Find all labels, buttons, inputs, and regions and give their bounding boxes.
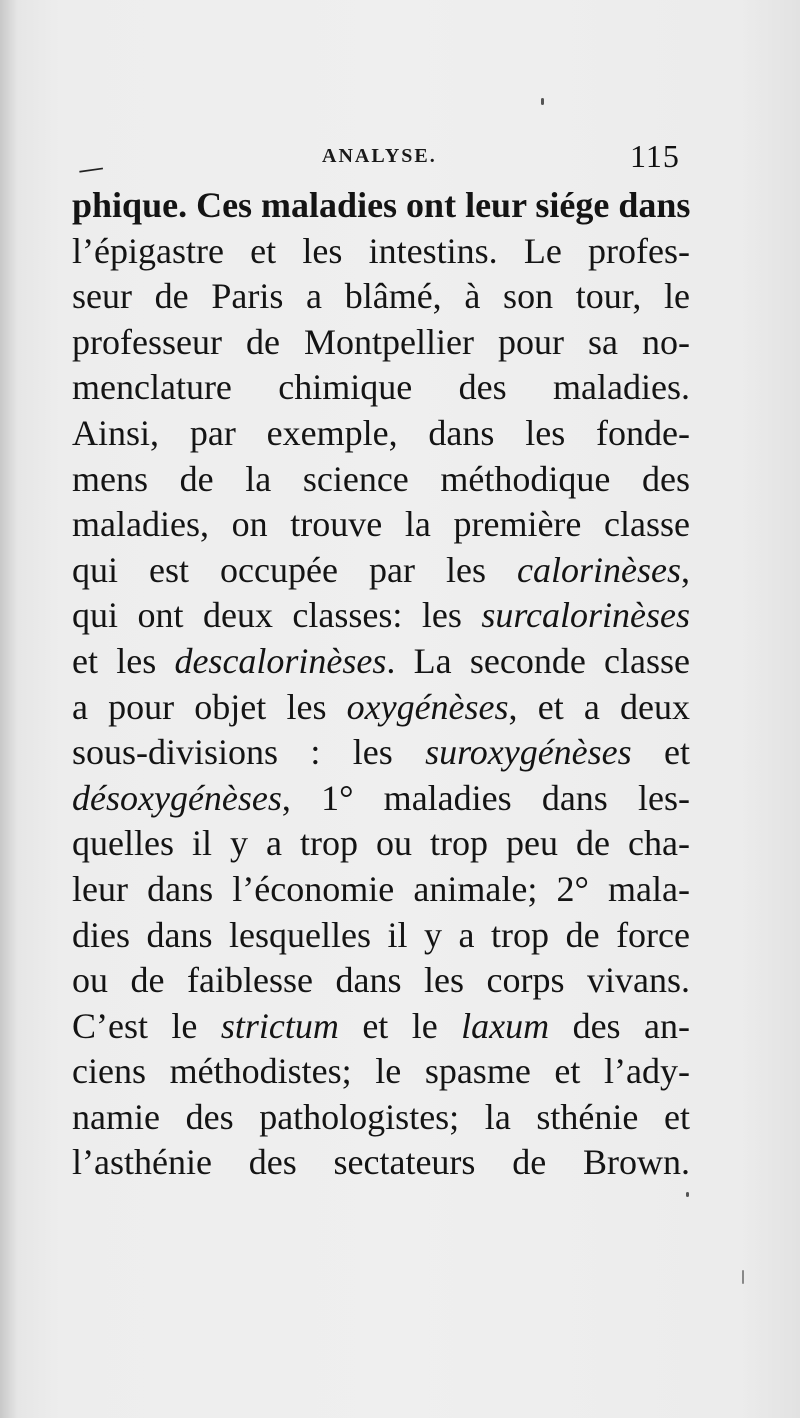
text-line [72,320,690,366]
text-line [72,913,690,959]
text-line [72,229,690,275]
text-line [72,593,690,639]
italic-term: descalorinèses [174,640,387,681]
italic-term: oxygénèses [346,686,509,727]
italic-term: calorinèses [517,549,681,590]
text-line [72,411,690,457]
ink-speck [686,1192,689,1197]
italic-term: désoxygénèses [72,777,282,818]
text-fragment: C’est le [72,1005,221,1046]
ink-speck [541,98,544,105]
text-fragment: Ainsi, par exemple, dans les fonde- [72,412,690,453]
text-fragment: et le [338,1005,462,1046]
italic-term: suroxygénèses [425,732,632,773]
text-fragment: l’asthénie des sectateurs de Brown. [72,1142,690,1183]
text-line [72,776,690,822]
text-fragment: mens de la science méthodique des [72,458,690,499]
text-fragment: phique. Ces maladies ont leur siége dans [72,185,690,225]
text-line [72,365,690,411]
text-fragment: et [631,732,690,773]
text-line [72,821,690,867]
running-title: ANALYSE. [322,145,437,167]
text-line [72,502,690,548]
margin-dash: — [76,152,106,186]
text-fragment: seur de Paris a blâmé, à son tour, le [72,276,690,317]
text-line [72,1095,690,1141]
text-line [72,1140,690,1186]
italic-term: surcalorinèses [481,595,690,636]
text-line [72,183,690,229]
text-fragment: menclature chimique des maladies. [72,367,690,408]
text-fragment: des an- [549,1005,690,1046]
text-fragment: ciens méthodistes; le spasme et l’ady- [72,1051,690,1092]
text-fragment: a pour objet les [72,686,347,727]
text-line [72,1049,690,1095]
text-fragment: et les [72,640,175,681]
text-line [72,639,690,685]
text-fragment: , et a deux [508,686,690,727]
text-fragment: quelles il y a trop ou trop peu de cha- [72,823,690,864]
text-line [72,685,690,731]
text-fragment: ou de faiblesse dans les corps vivans. [72,960,690,1001]
text-fragment: dies dans lesquelles il y a trop de force [72,914,690,955]
text-fragment: , 1° maladies dans les- [281,777,690,818]
text-fragment: qui est occupée par les [72,549,518,590]
text-line [72,548,690,594]
text-fragment: namie des pathologistes; la sthénie et [72,1096,690,1137]
text-fragment: . La seconde classe [386,640,690,681]
italic-term: laxum [461,1005,550,1046]
text-line [72,958,690,1004]
body-text [72,183,690,1186]
text-line [72,1004,690,1050]
text-line [72,730,690,776]
text-fragment: professeur de Montpellier pour sa no- [72,321,690,362]
italic-term: strictum [220,1005,339,1046]
text-line [72,867,690,913]
text-fragment: , [681,549,690,590]
page-number: 115 [630,138,680,174]
text-fragment: qui ont deux classes: les [72,595,482,636]
text-line [72,274,690,320]
text-fragment: l’épigastre et les intestins. Le profes- [72,230,690,271]
text-fragment: sous-divisions : les [72,732,426,773]
text-line [72,457,690,503]
ink-speck [742,1270,744,1284]
text-fragment: leur dans l’économie animale; 2° mala- [72,868,690,909]
text-fragment: maladies, on trouve la première classe [72,504,690,545]
